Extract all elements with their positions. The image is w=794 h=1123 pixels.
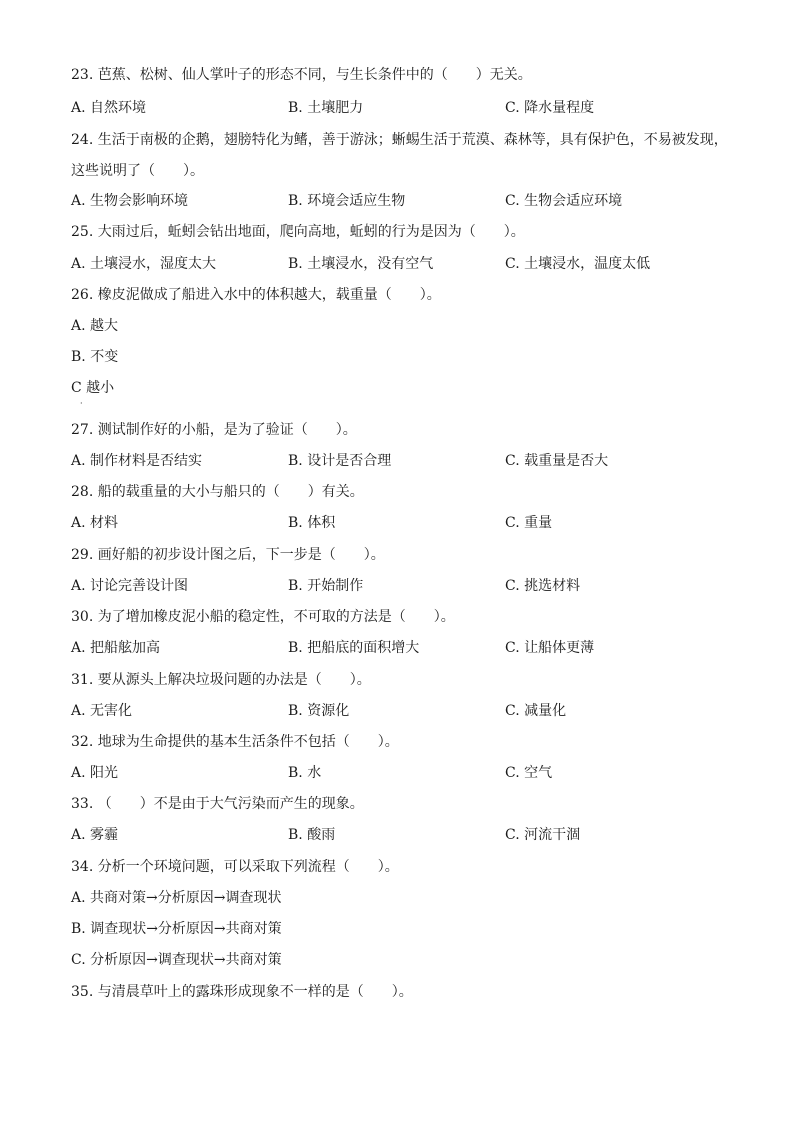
option-c: C. 降水量程度 — [505, 100, 595, 116]
question-stem: 28. 船的载重量的大小与船只的（ ）有关。 — [71, 484, 364, 500]
option-b: B. 把船底的面积增大 — [288, 640, 420, 656]
option-a: A. 无害化 — [71, 703, 133, 719]
option-a: A. 把船舷加高 — [71, 640, 161, 656]
option-c: C. 重量 — [505, 515, 553, 531]
option-b: B. 土壤肥力 — [288, 100, 364, 116]
option-b: B. 水 — [288, 765, 322, 781]
option-a: A. 越大 — [71, 318, 119, 334]
option-b: B. 酸雨 — [288, 827, 336, 843]
option-a: A. 自然环境 — [71, 100, 147, 116]
option-b: B. 土壤浸水，没有空气 — [288, 256, 434, 272]
option-b: B. 开始制作 — [288, 578, 364, 594]
question-stem: 27. 测试制作好的小船，是为了验证（ ）。 — [71, 422, 357, 438]
option-a: A. 阳光 — [71, 765, 119, 781]
question-stem: 29. 画好船的初步设计图之后，下一步是（ ）。 — [71, 547, 385, 563]
option-c: C. 挑选材料 — [505, 578, 581, 594]
question-stem: 34. 分析一个环境问题，可以采取下列流程（ ）。 — [71, 859, 399, 875]
option-a: A. 制作材料是否结实 — [71, 453, 203, 469]
option-a: A. 生物会影响环境 — [71, 193, 189, 209]
option-c: C. 载重量是否大 — [505, 453, 609, 469]
stray-mark: · — [80, 399, 83, 408]
question-stem: 25. 大雨过后，蚯蚓会钻出地面，爬向高地，蚯蚓的行为是因为（ ）。 — [71, 224, 525, 240]
option-c: C. 生物会适应环境 — [505, 193, 623, 209]
option-c: C. 河流干涸 — [505, 827, 581, 843]
option-a: A. 雾霾 — [71, 827, 119, 843]
option-c: C 越小 — [71, 380, 115, 396]
option-c: C. 减量化 — [505, 703, 567, 719]
option-c: C. 分析原因→调查现状→共商对策 — [71, 952, 282, 968]
question-stem: 31. 要从源头上解决垃圾问题的办法是（ ）。 — [71, 672, 371, 688]
option-b: B. 资源化 — [288, 703, 350, 719]
option-b: B. 环境会适应生物 — [288, 193, 406, 209]
question-stem: 23. 芭蕉、松树、仙人掌叶子的形态不同，与生长条件中的（ ）无关。 — [71, 67, 532, 83]
option-b: B. 不变 — [71, 349, 119, 365]
question-stem: 30. 为了增加橡皮泥小船的稳定性，不可取的方法是（ ）。 — [71, 609, 455, 625]
option-c: C. 让船体更薄 — [505, 640, 595, 656]
question-stem-continued: 这些说明了（ ）。 — [71, 163, 204, 179]
option-a: A. 土壤浸水，湿度太大 — [71, 256, 217, 272]
option-c: C. 空气 — [505, 765, 553, 781]
question-stem: 32. 地球为生命提供的基本生活条件不包括（ ）。 — [71, 734, 399, 750]
question-stem: 33. （ ）不是由于大气污染而产生的现象。 — [71, 796, 364, 812]
option-b: B. 体积 — [288, 515, 336, 531]
option-b: B. 调查现状→分析原因→共商对策 — [71, 921, 282, 937]
option-a: A. 材料 — [71, 515, 119, 531]
question-stem: 35. 与清晨草叶上的露珠形成现象不一样的是（ ）。 — [71, 984, 413, 1000]
question-stem: 24. 生活于南极的企鹅，翅膀特化为鳍，善于游泳；蜥蜴生活于荒漠、森林等，具有保护色，不易被发现， — [71, 132, 728, 148]
option-a: A. 讨论完善设计图 — [71, 578, 189, 594]
option-a: A. 共商对策→分析原因→调查现状 — [71, 890, 282, 906]
option-c: C. 土壤浸水，温度太低 — [505, 256, 651, 272]
option-b: B. 设计是否合理 — [288, 453, 392, 469]
question-stem: 26. 橡皮泥做成了船进入水中的体积越大，载重量（ ）。 — [71, 287, 441, 303]
